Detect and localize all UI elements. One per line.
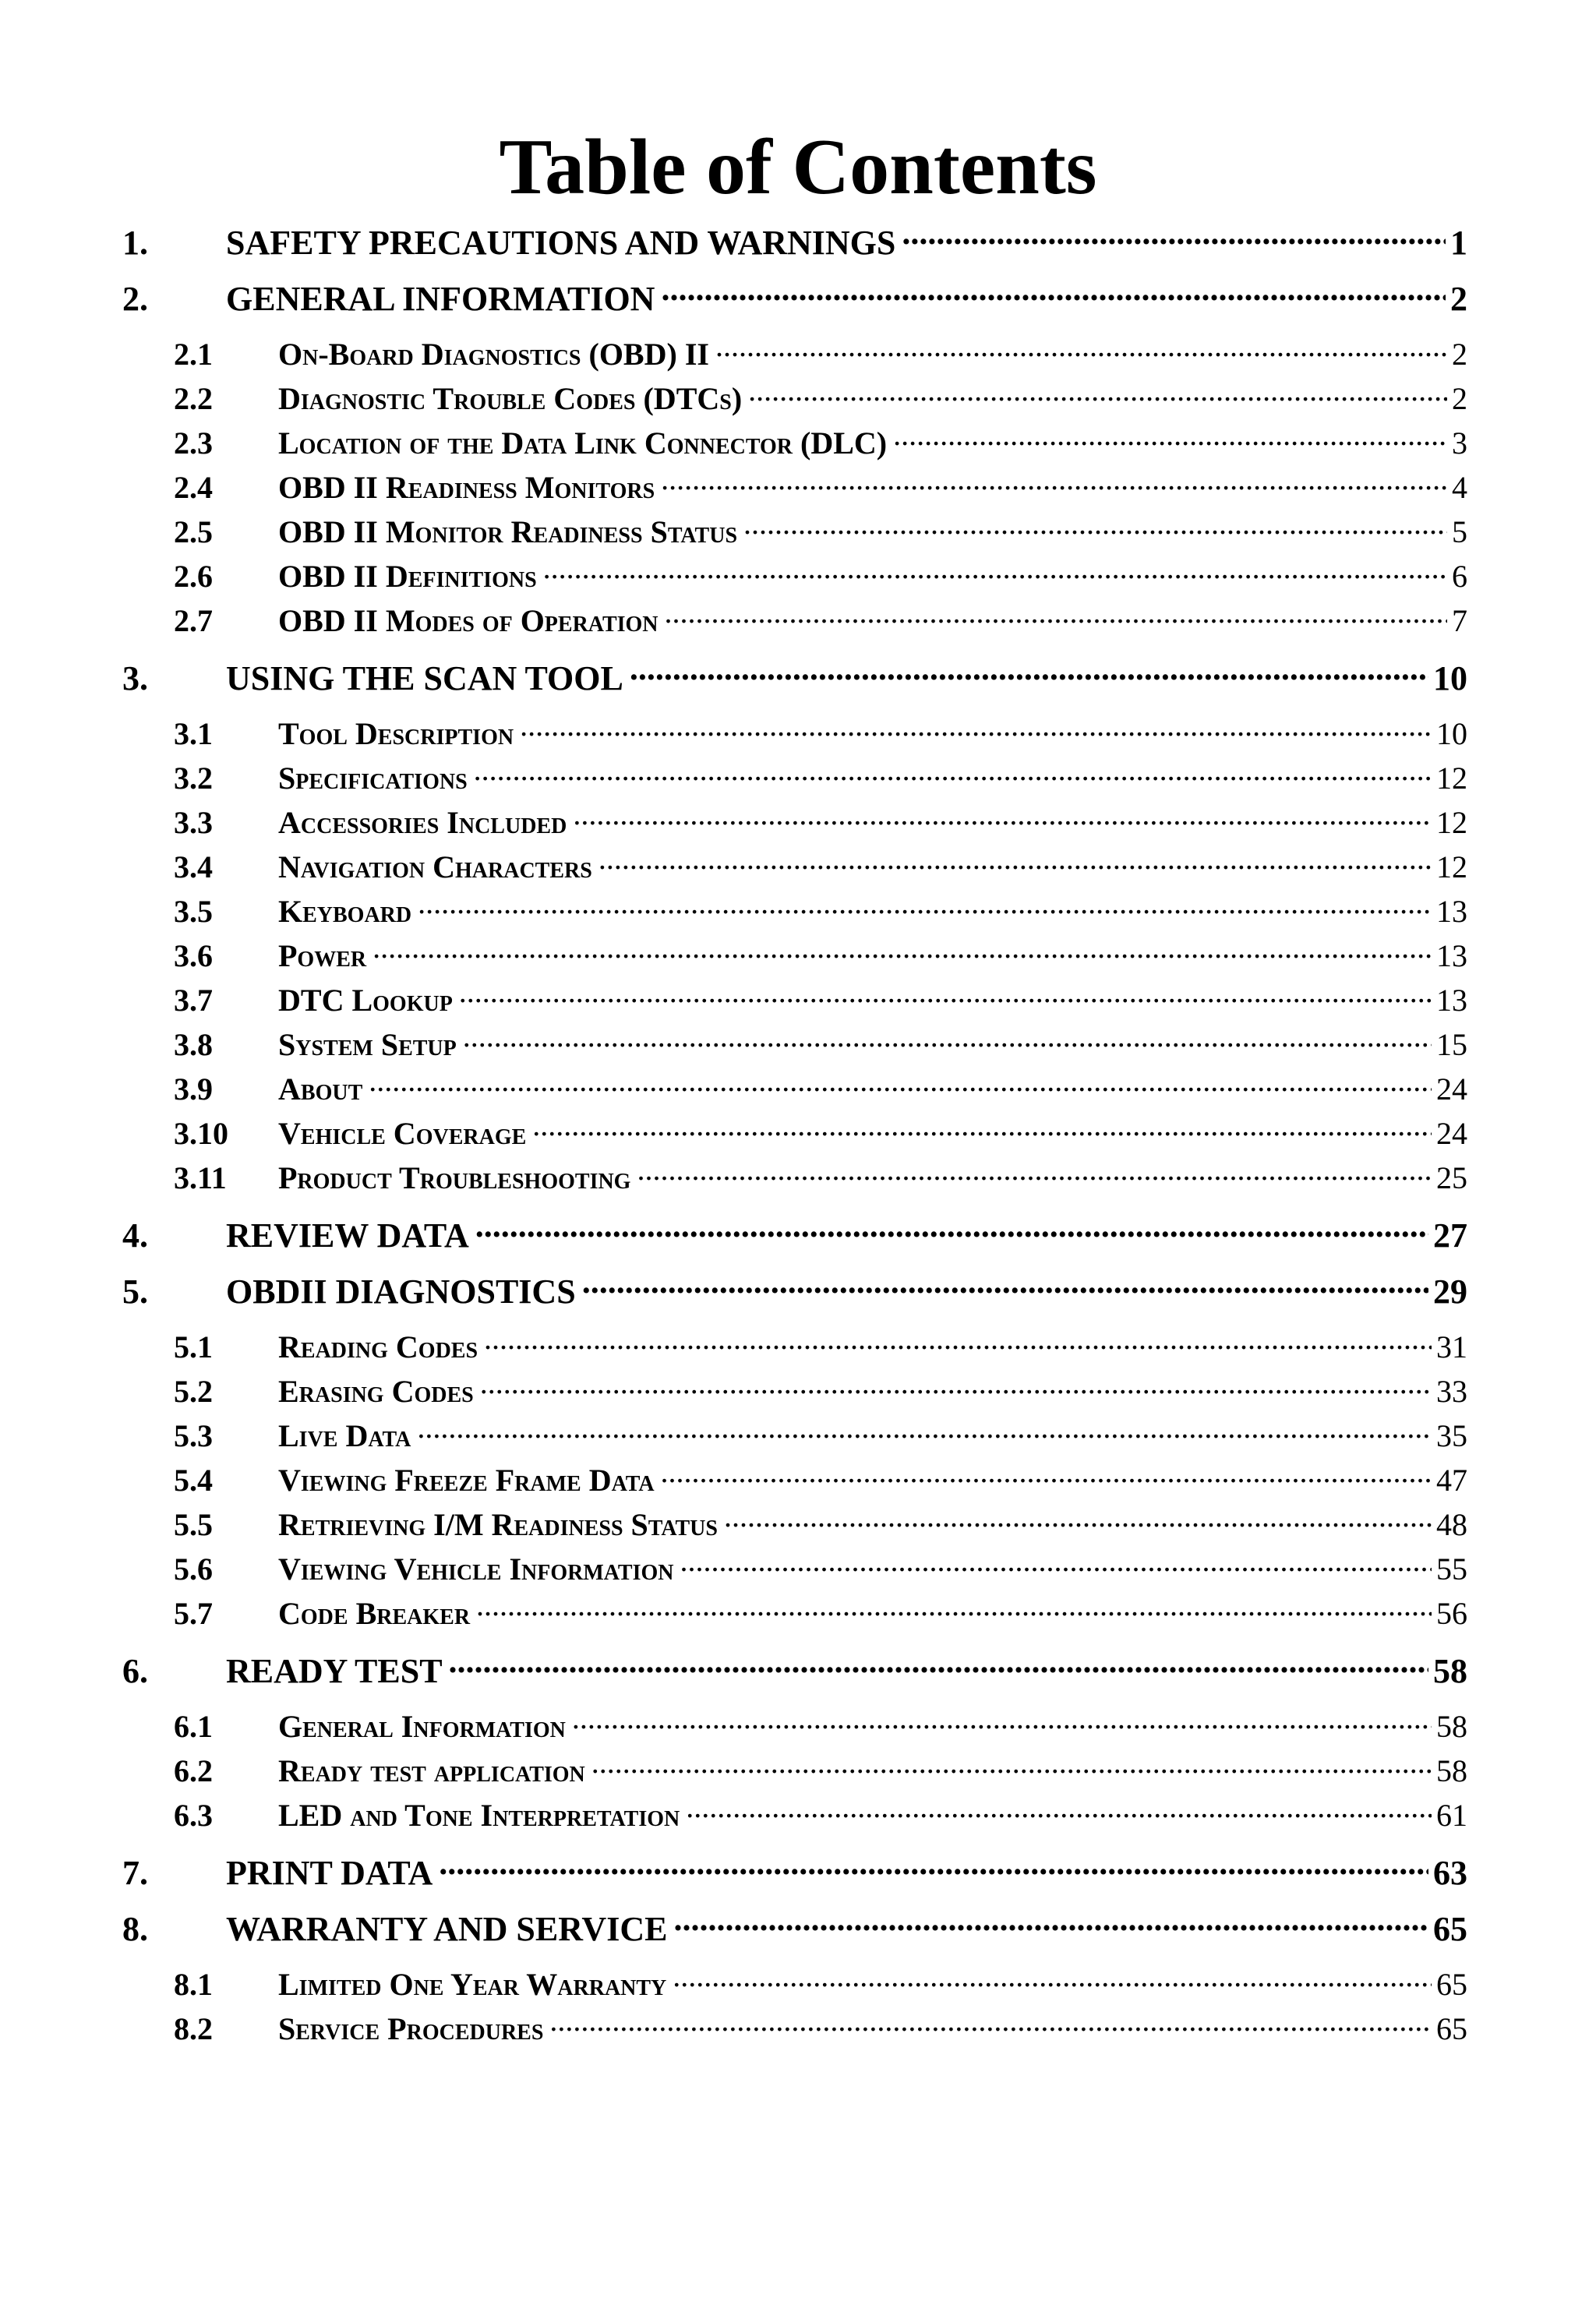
- toc-dot-leader: [373, 935, 1432, 966]
- toc-entry-page-number: 12: [1436, 761, 1467, 796]
- toc-entry-number: 2.7: [174, 603, 213, 638]
- toc-entry-label: Retrieving I/M Readiness Status: [278, 1507, 718, 1542]
- toc-entry-number: 3.6: [174, 938, 213, 973]
- toc-entry-page-number: 29: [1433, 1273, 1467, 1311]
- toc-entry-label: Viewing Freeze Frame Data: [278, 1463, 655, 1498]
- toc-subsection-entry[interactable]: [0, 2008, 1596, 2046]
- toc-subsection-entry[interactable]: [0, 935, 1596, 973]
- toc-subsection-entry[interactable]: [0, 511, 1596, 549]
- toc-entry-label: OBDII DIAGNOSTICS: [226, 1273, 576, 1311]
- toc-entry-label: Keyboard: [278, 894, 412, 929]
- toc-subsection-entry[interactable]: [0, 1371, 1596, 1408]
- toc-entry-page-number: 31: [1436, 1329, 1467, 1364]
- toc-entry-number: 3.11: [174, 1160, 227, 1195]
- toc-entry-page-number: 58: [1436, 1709, 1467, 1744]
- toc-subsection-entry[interactable]: [0, 556, 1596, 593]
- toc-entry-page-number: 12: [1436, 805, 1467, 840]
- toc-entry-page-number: 65: [1436, 1967, 1467, 2002]
- toc-entry-label: Location of the Data Link Connector (DLC): [278, 425, 888, 461]
- toc-entry-number: 1.: [122, 224, 148, 262]
- toc-dot-leader: [665, 600, 1447, 631]
- toc-subsection-entry[interactable]: [0, 1548, 1596, 1586]
- toc-dot-leader: [369, 1068, 1432, 1100]
- toc-entry-number: 7.: [122, 1854, 148, 1892]
- toc-entry-number: 3.8: [174, 1027, 213, 1062]
- toc-section-entry[interactable]: [0, 1906, 1596, 1948]
- toc-entry-page-number: 13: [1436, 983, 1467, 1018]
- toc-subsection-entry[interactable]: [0, 1795, 1596, 1832]
- toc-subsection-entry[interactable]: [0, 1460, 1596, 1497]
- toc-section-entry[interactable]: [0, 1850, 1596, 1892]
- toc-dot-leader: [630, 655, 1428, 690]
- toc-entry-number: 5.: [122, 1273, 148, 1311]
- toc-entry-label: System Setup: [278, 1027, 457, 1062]
- toc-dot-leader: [748, 378, 1447, 409]
- toc-entry-label: Vehicle Coverage: [278, 1116, 527, 1151]
- toc-entry-page-number: 2: [1452, 337, 1467, 372]
- toc-entry-page-number: 25: [1436, 1160, 1467, 1195]
- toc-entry-page-number: 47: [1436, 1463, 1467, 1498]
- toc-subsection-entry[interactable]: [0, 980, 1596, 1017]
- toc-subsection-entry[interactable]: [0, 378, 1596, 415]
- page-title: Table of Contents: [499, 123, 1097, 211]
- toc-dot-leader: [686, 1795, 1432, 1826]
- toc-dot-leader: [439, 1850, 1428, 1884]
- toc-entry-number: 3.5: [174, 894, 213, 929]
- toc-dot-leader: [715, 334, 1447, 365]
- toc-subsection-entry[interactable]: [0, 1068, 1596, 1106]
- toc-dot-leader: [661, 1460, 1432, 1491]
- toc-entry-label: On-Board Diagnostics (OBD) II: [278, 337, 709, 372]
- toc-entry-label: Navigation Characters: [278, 849, 592, 884]
- toc-dot-leader: [582, 1269, 1428, 1303]
- toc-entry-number: 5.2: [174, 1374, 213, 1409]
- toc-entry-page-number: 5: [1452, 514, 1467, 549]
- toc-entry-number: 4.: [122, 1216, 148, 1255]
- toc-entry-page-number: 58: [1436, 1753, 1467, 1788]
- toc-entry-label: OBD II Readiness Monitors: [278, 470, 655, 505]
- toc-entry-page-number: 6: [1452, 559, 1467, 594]
- toc-entry-page-number: 10: [1436, 716, 1467, 751]
- toc-entry-number: 3.3: [174, 805, 213, 840]
- toc-dot-leader: [591, 1750, 1432, 1781]
- toc-entry-number: 8.: [122, 1910, 148, 1948]
- toc-entry-number: 2.4: [174, 470, 213, 505]
- toc-dot-leader: [673, 1964, 1432, 1995]
- toc-entry-label: OBD II Modes of Operation: [278, 603, 659, 638]
- toc-entry-number: 5.4: [174, 1463, 213, 1498]
- toc-section-entry[interactable]: [0, 220, 1596, 262]
- toc-entry-number: 2.: [122, 280, 148, 318]
- toc-entry-label: Tool Description: [278, 716, 514, 751]
- toc-entry-number: 3.9: [174, 1071, 213, 1107]
- toc-entry-page-number: 35: [1436, 1418, 1467, 1453]
- toc-entry-number: 6.2: [174, 1753, 213, 1788]
- toc-section-entry[interactable]: [0, 1269, 1596, 1311]
- toc-entry-page-number: 24: [1436, 1116, 1467, 1151]
- toc-entry-page-number: 13: [1436, 938, 1467, 973]
- toc-entry-page-number: 61: [1436, 1798, 1467, 1833]
- toc-subsection-entry[interactable]: [0, 467, 1596, 504]
- toc-entry-number: 6.3: [174, 1798, 213, 1833]
- toc-subsection-entry[interactable]: [0, 757, 1596, 795]
- toc-dot-leader: [480, 1371, 1432, 1402]
- toc-subsection-entry[interactable]: [0, 846, 1596, 884]
- toc-subsection-entry[interactable]: [0, 1326, 1596, 1364]
- toc-subsection-entry[interactable]: [0, 334, 1596, 371]
- toc-entry-page-number: 1: [1450, 224, 1467, 262]
- toc-entry-number: 8.2: [174, 2011, 213, 2046]
- toc-entry-number: 6.1: [174, 1709, 213, 1744]
- toc-dot-leader: [484, 1326, 1432, 1357]
- toc-dot-leader: [475, 1213, 1428, 1247]
- toc-entry-label: Code Breaker: [278, 1596, 471, 1631]
- toc-entry-number: 5.7: [174, 1596, 213, 1631]
- toc-subsection-entry[interactable]: [0, 1964, 1596, 2001]
- toc-dot-leader: [463, 1024, 1432, 1055]
- toc-subsection-entry[interactable]: [0, 802, 1596, 839]
- toc-dot-leader: [902, 220, 1446, 254]
- toc-entry-number: 3.: [122, 659, 148, 697]
- toc-entry-label: Viewing Vehicle Information: [278, 1551, 674, 1587]
- toc-entry-number: 3.10: [174, 1116, 228, 1151]
- toc-entry-number: 2.1: [174, 337, 213, 372]
- toc-subsection-entry[interactable]: [0, 1113, 1596, 1150]
- toc-dot-leader: [476, 1593, 1432, 1624]
- toc-entry-label: Live Data: [278, 1418, 411, 1453]
- toc-subsection-entry[interactable]: [0, 1706, 1596, 1743]
- toc-entry-number: 2.2: [174, 381, 213, 416]
- toc-entry-page-number: 33: [1436, 1374, 1467, 1409]
- toc-subsection-entry[interactable]: [0, 1593, 1596, 1630]
- toc-section-entry[interactable]: [0, 1648, 1596, 1690]
- toc-entry-label: Accessories Included: [278, 805, 567, 840]
- toc-entry-page-number: 48: [1436, 1507, 1467, 1542]
- toc-entry-number: 5.5: [174, 1507, 213, 1542]
- toc-dot-leader: [893, 422, 1447, 454]
- toc-entry-number: 5.6: [174, 1551, 213, 1587]
- toc-entry-label: USING THE SCAN TOOL: [226, 659, 623, 697]
- toc-entry-label: GENERAL INFORMATION: [226, 280, 655, 318]
- toc-dot-leader: [572, 1706, 1432, 1737]
- toc-dot-leader: [474, 757, 1432, 789]
- toc-entry-label: SAFETY PRECAUTIONS AND WARNINGS: [226, 224, 896, 262]
- toc-entry-number: 5.3: [174, 1418, 213, 1453]
- toc-entry-number: 2.5: [174, 514, 213, 549]
- toc-entry-label: Specifications: [278, 761, 468, 796]
- toc-dot-leader: [418, 891, 1432, 922]
- toc-section-entry[interactable]: [0, 655, 1596, 697]
- toc-dot-leader: [449, 1648, 1428, 1682]
- toc-subsection-entry[interactable]: [0, 1415, 1596, 1453]
- toc-entry-label: About: [278, 1071, 363, 1107]
- toc-dot-leader: [661, 467, 1447, 498]
- toc-entry-label: General Information: [278, 1709, 566, 1744]
- toc-entry-page-number: 24: [1436, 1071, 1467, 1107]
- toc-entry-label: Diagnostic Trouble Codes (DTCs): [278, 381, 743, 416]
- toc-entry-label: Ready test application: [278, 1753, 585, 1788]
- toc-dot-leader: [598, 846, 1432, 877]
- toc-entry-page-number: 7: [1452, 603, 1467, 638]
- toc-entry-page-number: 10: [1433, 659, 1467, 697]
- toc-dot-leader: [573, 802, 1432, 833]
- toc-entry-label: LED and Tone Interpretation: [278, 1798, 680, 1833]
- toc-entry-label: READY TEST: [226, 1652, 443, 1690]
- toc-entry-page-number: 65: [1436, 2011, 1467, 2046]
- toc-entry-number: 2.3: [174, 425, 213, 461]
- toc-entry-page-number: 63: [1433, 1854, 1467, 1892]
- toc-entry-number: 5.1: [174, 1329, 213, 1364]
- toc-dot-leader: [459, 980, 1432, 1011]
- toc-section-entry[interactable]: [0, 276, 1596, 318]
- toc-entry-label: Erasing Codes: [278, 1374, 474, 1409]
- toc-entry-page-number: 2: [1452, 381, 1467, 416]
- toc-entry-label: Reading Codes: [278, 1329, 478, 1364]
- toc-dot-leader: [661, 276, 1446, 310]
- toc-entry-label: REVIEW DATA: [226, 1216, 469, 1255]
- toc-dot-leader: [637, 1157, 1432, 1188]
- toc-entry-page-number: 56: [1436, 1596, 1467, 1631]
- toc-entry-number: 8.1: [174, 1967, 213, 2002]
- toc-entry-label: Service Procedures: [278, 2011, 544, 2046]
- toc-subsection-entry[interactable]: [0, 1750, 1596, 1788]
- toc-dot-leader: [549, 2008, 1432, 2039]
- toc-dot-leader: [532, 1113, 1432, 1144]
- toc-subsection-entry[interactable]: [0, 1024, 1596, 1061]
- toc-subsection-entry[interactable]: [0, 891, 1596, 928]
- toc-dot-leader: [543, 556, 1447, 587]
- toc-dot-leader: [724, 1504, 1432, 1535]
- toc-subsection-entry[interactable]: [0, 713, 1596, 750]
- toc-entry-number: 3.4: [174, 849, 213, 884]
- toc-dot-leader: [743, 511, 1447, 542]
- toc-entry-number: 2.6: [174, 559, 213, 594]
- toc-entry-page-number: 12: [1436, 849, 1467, 884]
- toc-entry-label: WARRANTY AND SERVICE: [226, 1910, 668, 1948]
- toc-entry-label: Power: [278, 938, 367, 973]
- toc-entry-page-number: 13: [1436, 894, 1467, 929]
- toc-entry-page-number: 27: [1433, 1216, 1467, 1255]
- toc-entry-page-number: 3: [1452, 425, 1467, 461]
- toc-subsection-entry[interactable]: [0, 1504, 1596, 1541]
- toc-section-entry[interactable]: [0, 1213, 1596, 1255]
- toc-entry-label: OBD II Definitions: [278, 559, 537, 594]
- toc-entry-page-number: 58: [1433, 1652, 1467, 1690]
- toc-entry-label: OBD II Monitor Readiness Status: [278, 514, 738, 549]
- toc-entry-number: 3.2: [174, 761, 213, 796]
- toc-entry-page-number: 4: [1452, 470, 1467, 505]
- toc-dot-leader: [417, 1415, 1432, 1446]
- toc-subsection-entry[interactable]: [0, 600, 1596, 637]
- toc-entry-number: 3.1: [174, 716, 213, 751]
- toc-entry-label: DTC Lookup: [278, 983, 453, 1018]
- toc-dot-leader: [680, 1548, 1432, 1580]
- toc-entry-number: 3.7: [174, 983, 213, 1018]
- toc-entry-label: Product Troubleshooting: [278, 1160, 631, 1195]
- toc-entry-page-number: 15: [1436, 1027, 1467, 1062]
- toc-entry-label: PRINT DATA: [226, 1854, 433, 1892]
- toc-entry-number: 6.: [122, 1652, 148, 1690]
- toc-subsection-entry[interactable]: [0, 1157, 1596, 1195]
- toc-entry-label: Limited One Year Warranty: [278, 1967, 667, 2002]
- toc-entry-page-number: 65: [1433, 1910, 1467, 1948]
- toc-dot-leader: [673, 1906, 1428, 1940]
- toc-dot-leader: [520, 713, 1432, 744]
- toc-entry-page-number: 2: [1450, 280, 1467, 318]
- toc-entry-page-number: 55: [1436, 1551, 1467, 1587]
- toc-subsection-entry[interactable]: [0, 422, 1596, 460]
